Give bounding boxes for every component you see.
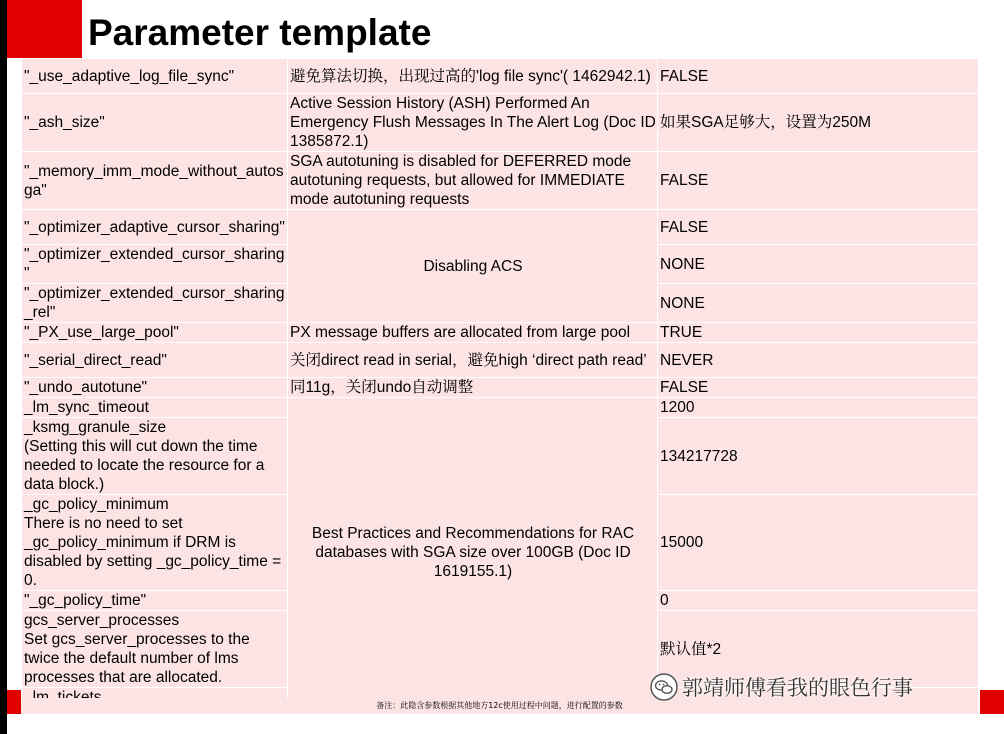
watermark-text: 郭靖师傅看我的眼色行事 <box>682 676 913 700</box>
param-name-cell: _ksmg_granule_size (Setting this will cut down the time needed to locate the resource for a data block.) <box>22 418 288 495</box>
left-edge-bar <box>0 0 7 734</box>
param-value-cell: FALSE <box>658 210 979 245</box>
param-description-cell: 关闭direct read in serial，避免high ‘direct path read’ <box>288 343 658 378</box>
footnote: 备注：此隐含参数根据其他地方12c使用过程中问题，进行配置的参数 <box>21 698 978 714</box>
param-value-cell: 1200 <box>658 398 979 418</box>
table-row <box>22 59 979 94</box>
param-value-cell: 15000 <box>658 495 979 591</box>
param-description-cell: Active Session History (ASH) Performed An Emergency Flush Messages In The Alert Log (Doc ID 1385872.1) <box>288 94 658 152</box>
wechat-watermark <box>650 672 913 702</box>
red-bottom-right-block <box>980 690 1004 714</box>
param-name-cell: gcs_server_processes Set gcs_server_processes to the twice the default number of lms processes that are allocated. <box>22 611 288 688</box>
param-value-cell: NEVER <box>658 343 979 378</box>
wechat-icon <box>650 673 678 701</box>
table-row <box>22 398 979 418</box>
param-name-cell: "_memory_imm_mode_without_autosga" <box>22 152 288 210</box>
param-name-cell: _lm_sync_timeout <box>22 398 288 418</box>
table-row <box>22 378 979 398</box>
rac-best-practices-cell: Best Practices and Recommendations for RAC databases with SGA size over 100GB (Doc ID 1619155.1) <box>288 398 658 708</box>
param-name-cell: "_gc_policy_time" <box>22 591 288 611</box>
param-value-cell: 如果SGA足够大，设置为250M <box>658 94 979 152</box>
slide-title: Parameter template <box>88 12 432 53</box>
acs-description-cell: Disabling ACS <box>288 210 658 323</box>
table-row <box>22 152 979 210</box>
param-description-cell: 避免算法切换，出现过高的'log file sync'( 1462942.1) <box>288 59 658 94</box>
param-name-cell: "_undo_autotune" <box>22 378 288 398</box>
param-value-cell: FALSE <box>658 378 979 398</box>
red-bottom-left-block <box>7 690 21 714</box>
parameter-table <box>21 58 979 708</box>
param-name-cell: "_optimizer_adaptive_cursor_sharing" <box>22 210 288 245</box>
table-row <box>22 343 979 378</box>
param-name-cell: "_serial_direct_read" <box>22 343 288 378</box>
param-name-cell: "_optimizer_extended_cursor_sharing_rel" <box>22 284 288 323</box>
table-row <box>22 94 979 152</box>
param-name-cell: "_use_adaptive_log_file_sync" <box>22 59 288 94</box>
red-corner-block <box>7 0 82 58</box>
table-row <box>22 323 979 343</box>
param-description-cell: SGA autotuning is disabled for DEFERRED mode autotuning requests, but allowed for IMMEDIATE mode autotuning requests <box>288 152 658 210</box>
param-description-cell: 同11g，关闭undo自动调整 <box>288 378 658 398</box>
param-value-cell: FALSE <box>658 152 979 210</box>
param-value-cell: FALSE <box>658 59 979 94</box>
param-name-cell: _gc_policy_minimum There is no need to set _gc_policy_minimum if DRM is disabled by setting _gc_policy_time = 0. <box>22 495 288 591</box>
table-row <box>22 210 979 245</box>
param-description-cell: PX message buffers are allocated from large pool <box>288 323 658 343</box>
param-value-cell: NONE <box>658 245 979 284</box>
param-value-cell: 0 <box>658 591 979 611</box>
param-name-cell: "_ash_size" <box>22 94 288 152</box>
param-name-cell: "_optimizer_extended_cursor_sharing" <box>22 245 288 284</box>
param-value-cell: 默认值*2 <box>658 611 979 688</box>
param-value-cell: TRUE <box>658 323 979 343</box>
param-value-cell: 134217728 <box>658 418 979 495</box>
param-value-cell: NONE <box>658 284 979 323</box>
param-name-cell: "_PX_use_large_pool" <box>22 323 288 343</box>
